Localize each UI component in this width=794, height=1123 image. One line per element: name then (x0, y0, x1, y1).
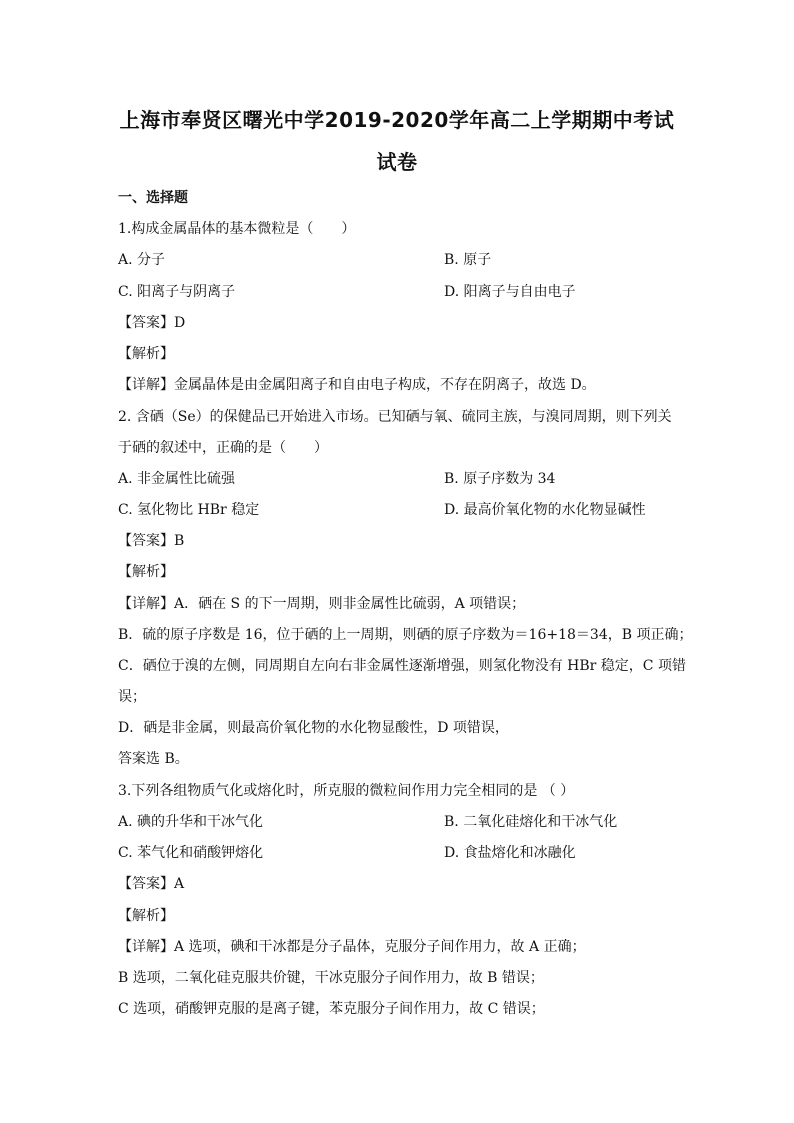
question-3-detail-b: B 选项，二氧化硅克服共价键，干冰克服分子间作用力，故 B 错误； (118, 970, 544, 986)
document-title-line2: 试卷 (376, 150, 418, 174)
document-title-line1: 上海市奉贤区曙光中学2019-2020学年高二上学期期中考试 (119, 108, 675, 132)
question-2-conclusion: 答案选 B。 (118, 751, 189, 767)
section-heading: 一、选择题 (118, 190, 188, 206)
question-3-detail-c: C 选项，硝酸钾克服的是离子键，苯克服分子间作用力，故 C 错误； (118, 1001, 545, 1017)
question-1-analysis-label: 【解析】 (118, 346, 174, 362)
question-3-stem: 3.下列各组物质气化或熔化时，所克服的微粒间作用力完全相同的是 （ ） (118, 783, 575, 799)
question-3-answer: 【答案】A (118, 876, 185, 892)
question-2-answer: 【答案】B (118, 533, 185, 549)
question-1-option-b: B. 原子 (444, 252, 492, 268)
question-2-stem-line1: 2. 含硒（Se）的保健品已开始进入市场。已知硒与氧、硫同主族，与溴同周期，则下列关 (118, 409, 672, 425)
question-3-analysis-label: 【解析】 (118, 908, 174, 924)
question-3-option-d: D. 食盐熔化和冰融化 (444, 845, 576, 861)
question-2-stem-line2: 于硒的叙述中，正确的是（ ） (118, 440, 328, 456)
question-3-option-b: B. 二氧化硅熔化和干冰气化 (444, 814, 618, 830)
question-2-option-a: A. 非金属性比硫强 (118, 471, 236, 487)
question-1-option-c: C. 阳离子与阴离子 (118, 284, 236, 300)
question-2-detail-c-cont: 误； (118, 689, 146, 705)
question-3-option-c: C. 苯气化和硝酸钾熔化 (118, 845, 264, 861)
question-1-detail: 【详解】金属晶体是由金属阳离子和自由电子构成，不存在阴离子，故选 D。 (118, 377, 596, 393)
question-2-option-d: D. 最高价氧化物的水化物显碱性 (444, 502, 646, 518)
question-3-detail-a: 【详解】A 选项，碘和干冰都是分子晶体，克服分子间作用力，故 A 正确； (118, 939, 586, 955)
question-2-analysis-label: 【解析】 (118, 564, 174, 580)
question-2-detail-c: C．硒位于溴的左侧，同周期自左向右非金属性逐渐增强，则氢化物没有 HBr 稳定，C 项错 (118, 658, 686, 674)
question-1-stem: 1.构成金属晶体的基本微粒是（ ） (118, 221, 356, 237)
question-2-option-c: C. 氢化物比 HBr 稳定 (118, 502, 260, 518)
question-2-detail-a: 【详解】A．硒在 S 的下一周期，则非金属性比硫弱，A 项错误； (118, 596, 526, 612)
question-1-option-a: A. 分子 (118, 252, 166, 268)
question-1-option-d: D. 阳离子与自由电子 (444, 284, 576, 300)
question-1-answer: 【答案】D (118, 315, 186, 331)
question-2-option-b: B. 原子序数为 34 (444, 471, 556, 487)
question-2-detail-d: D．硒是非金属，则最高价氧化物的水化物显酸性，D 项错误， (118, 720, 509, 736)
question-3-option-a: A. 碘的升华和干冰气化 (118, 814, 264, 830)
question-2-detail-b: B．硫的原子序数是 16，位于硒的上一周期，则硒的原子序数为＝16+18＝34，B 项正确； (118, 627, 693, 643)
